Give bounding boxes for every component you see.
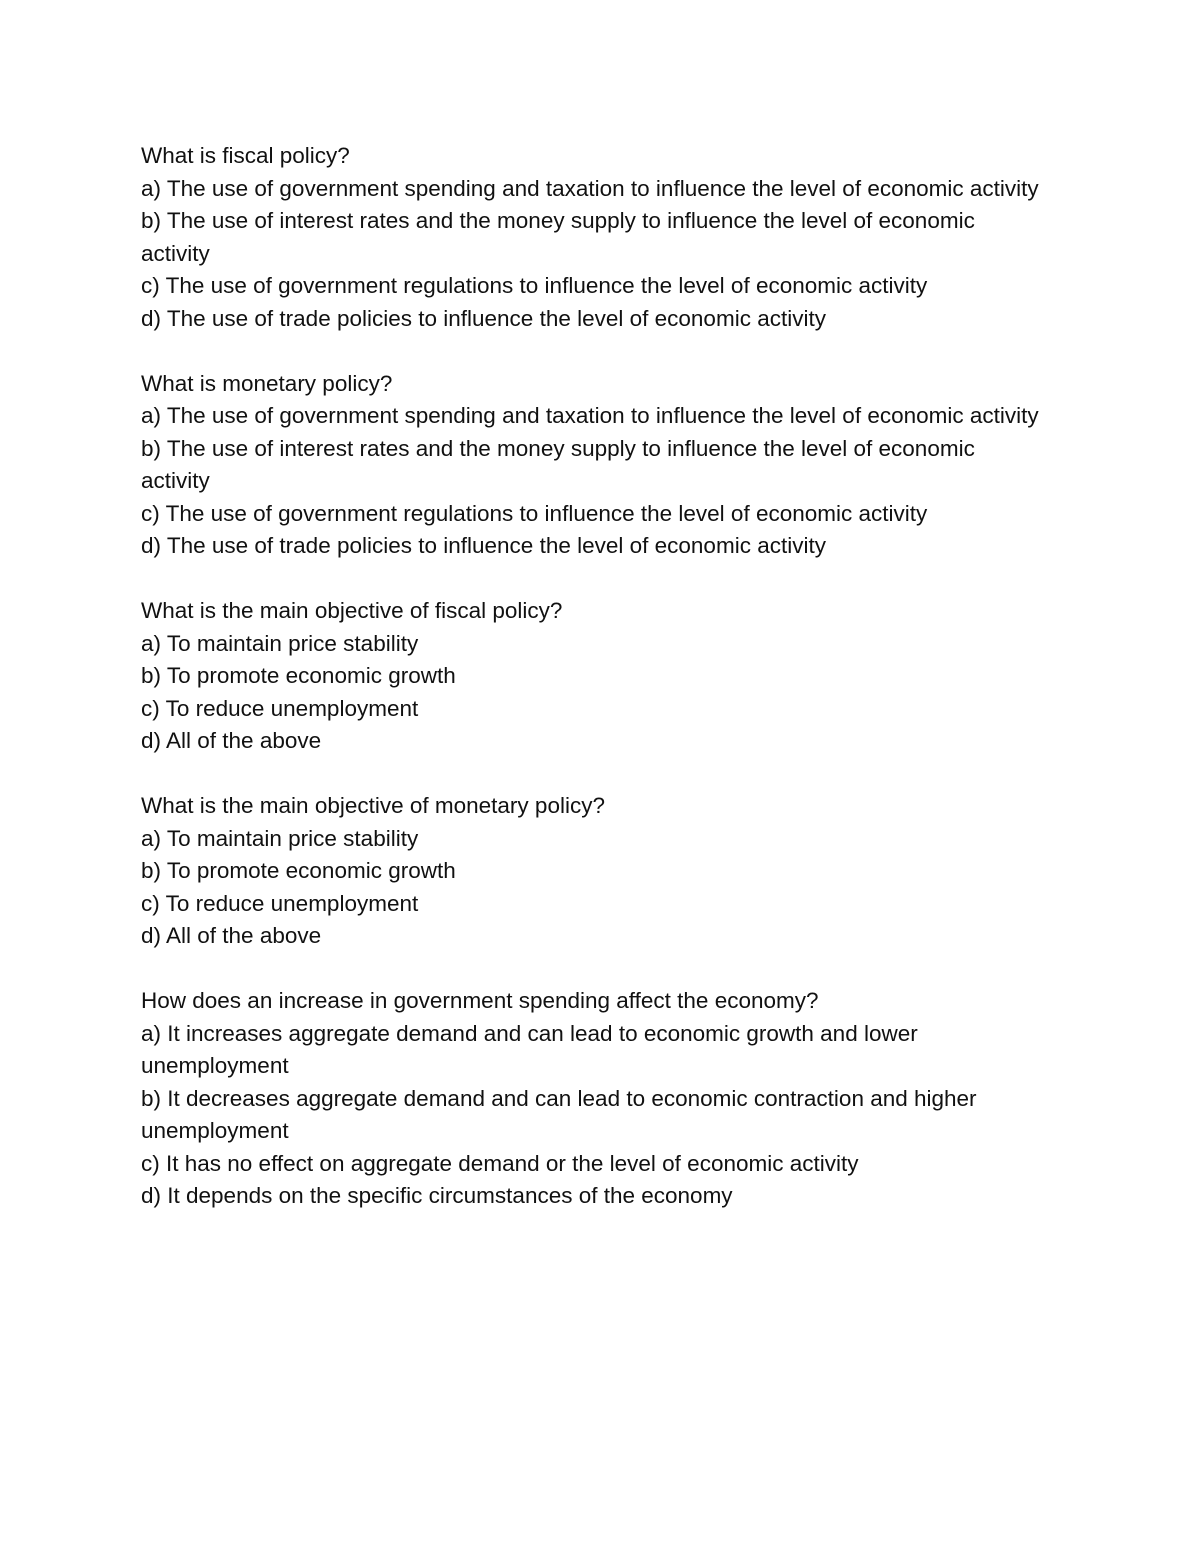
option-c: c) The use of government regulations to influence the level of economic activity <box>141 273 928 298</box>
option-a: a) To maintain price stability <box>141 630 419 656</box>
option-d: d) The use of trade policies to influence the level of economic activity <box>141 533 826 558</box>
question-text: What is the main objective of fiscal policy? <box>141 598 563 623</box>
option-d: d) It depends on the specific circumstances of the economy <box>141 1183 733 1208</box>
option-c: c) The use of government regulations to influence the level of economic activity <box>141 500 928 526</box>
option-b: b) The use of interest rates and the money supply to influence the level of economic activity <box>141 435 975 493</box>
option-c: c) To reduce unemployment <box>141 890 419 916</box>
question-text: What is the main objective of monetary policy? <box>141 793 605 818</box>
option-d: d) All of the above <box>141 728 322 753</box>
option-b: b) To promote economic growth <box>141 858 456 883</box>
question-block-4 <box>141 790 1041 953</box>
option-a: a) It increases aggregate demand and can lead to economic growth and lower unemployment <box>141 1020 918 1078</box>
option-c: c) To reduce unemployment <box>141 695 419 721</box>
question-block-2 <box>141 368 1041 563</box>
option-b: b) The use of interest rates and the money supply to influence the level of economic activity <box>141 208 975 266</box>
option-d: d) All of the above <box>141 923 322 948</box>
option-c: c) It has no effect on aggregate demand or the level of economic activity <box>141 1150 859 1176</box>
question-block-3 <box>141 595 1041 758</box>
question-block-1 <box>141 140 1041 335</box>
option-a: a) The use of government spending and taxation to influence the level of economic activity <box>141 403 1039 428</box>
quiz-content <box>141 140 1041 1245</box>
question-block-5 <box>141 985 1041 1213</box>
option-d: d) The use of trade policies to influence the level of economic activity <box>141 305 826 331</box>
option-a: a) The use of government spending and taxation to influence the level of economic activity <box>141 175 1039 201</box>
option-b: b) To promote economic growth <box>141 663 456 688</box>
question-text: What is fiscal policy? <box>141 143 350 168</box>
question-text: What is monetary policy? <box>141 370 393 396</box>
option-b: b) It decreases aggregate demand and can lead to economic contraction and higher unemployment <box>141 1085 977 1143</box>
question-text: How does an increase in government spending affect the economy? <box>141 988 819 1013</box>
option-a: a) To maintain price stability <box>141 825 419 851</box>
